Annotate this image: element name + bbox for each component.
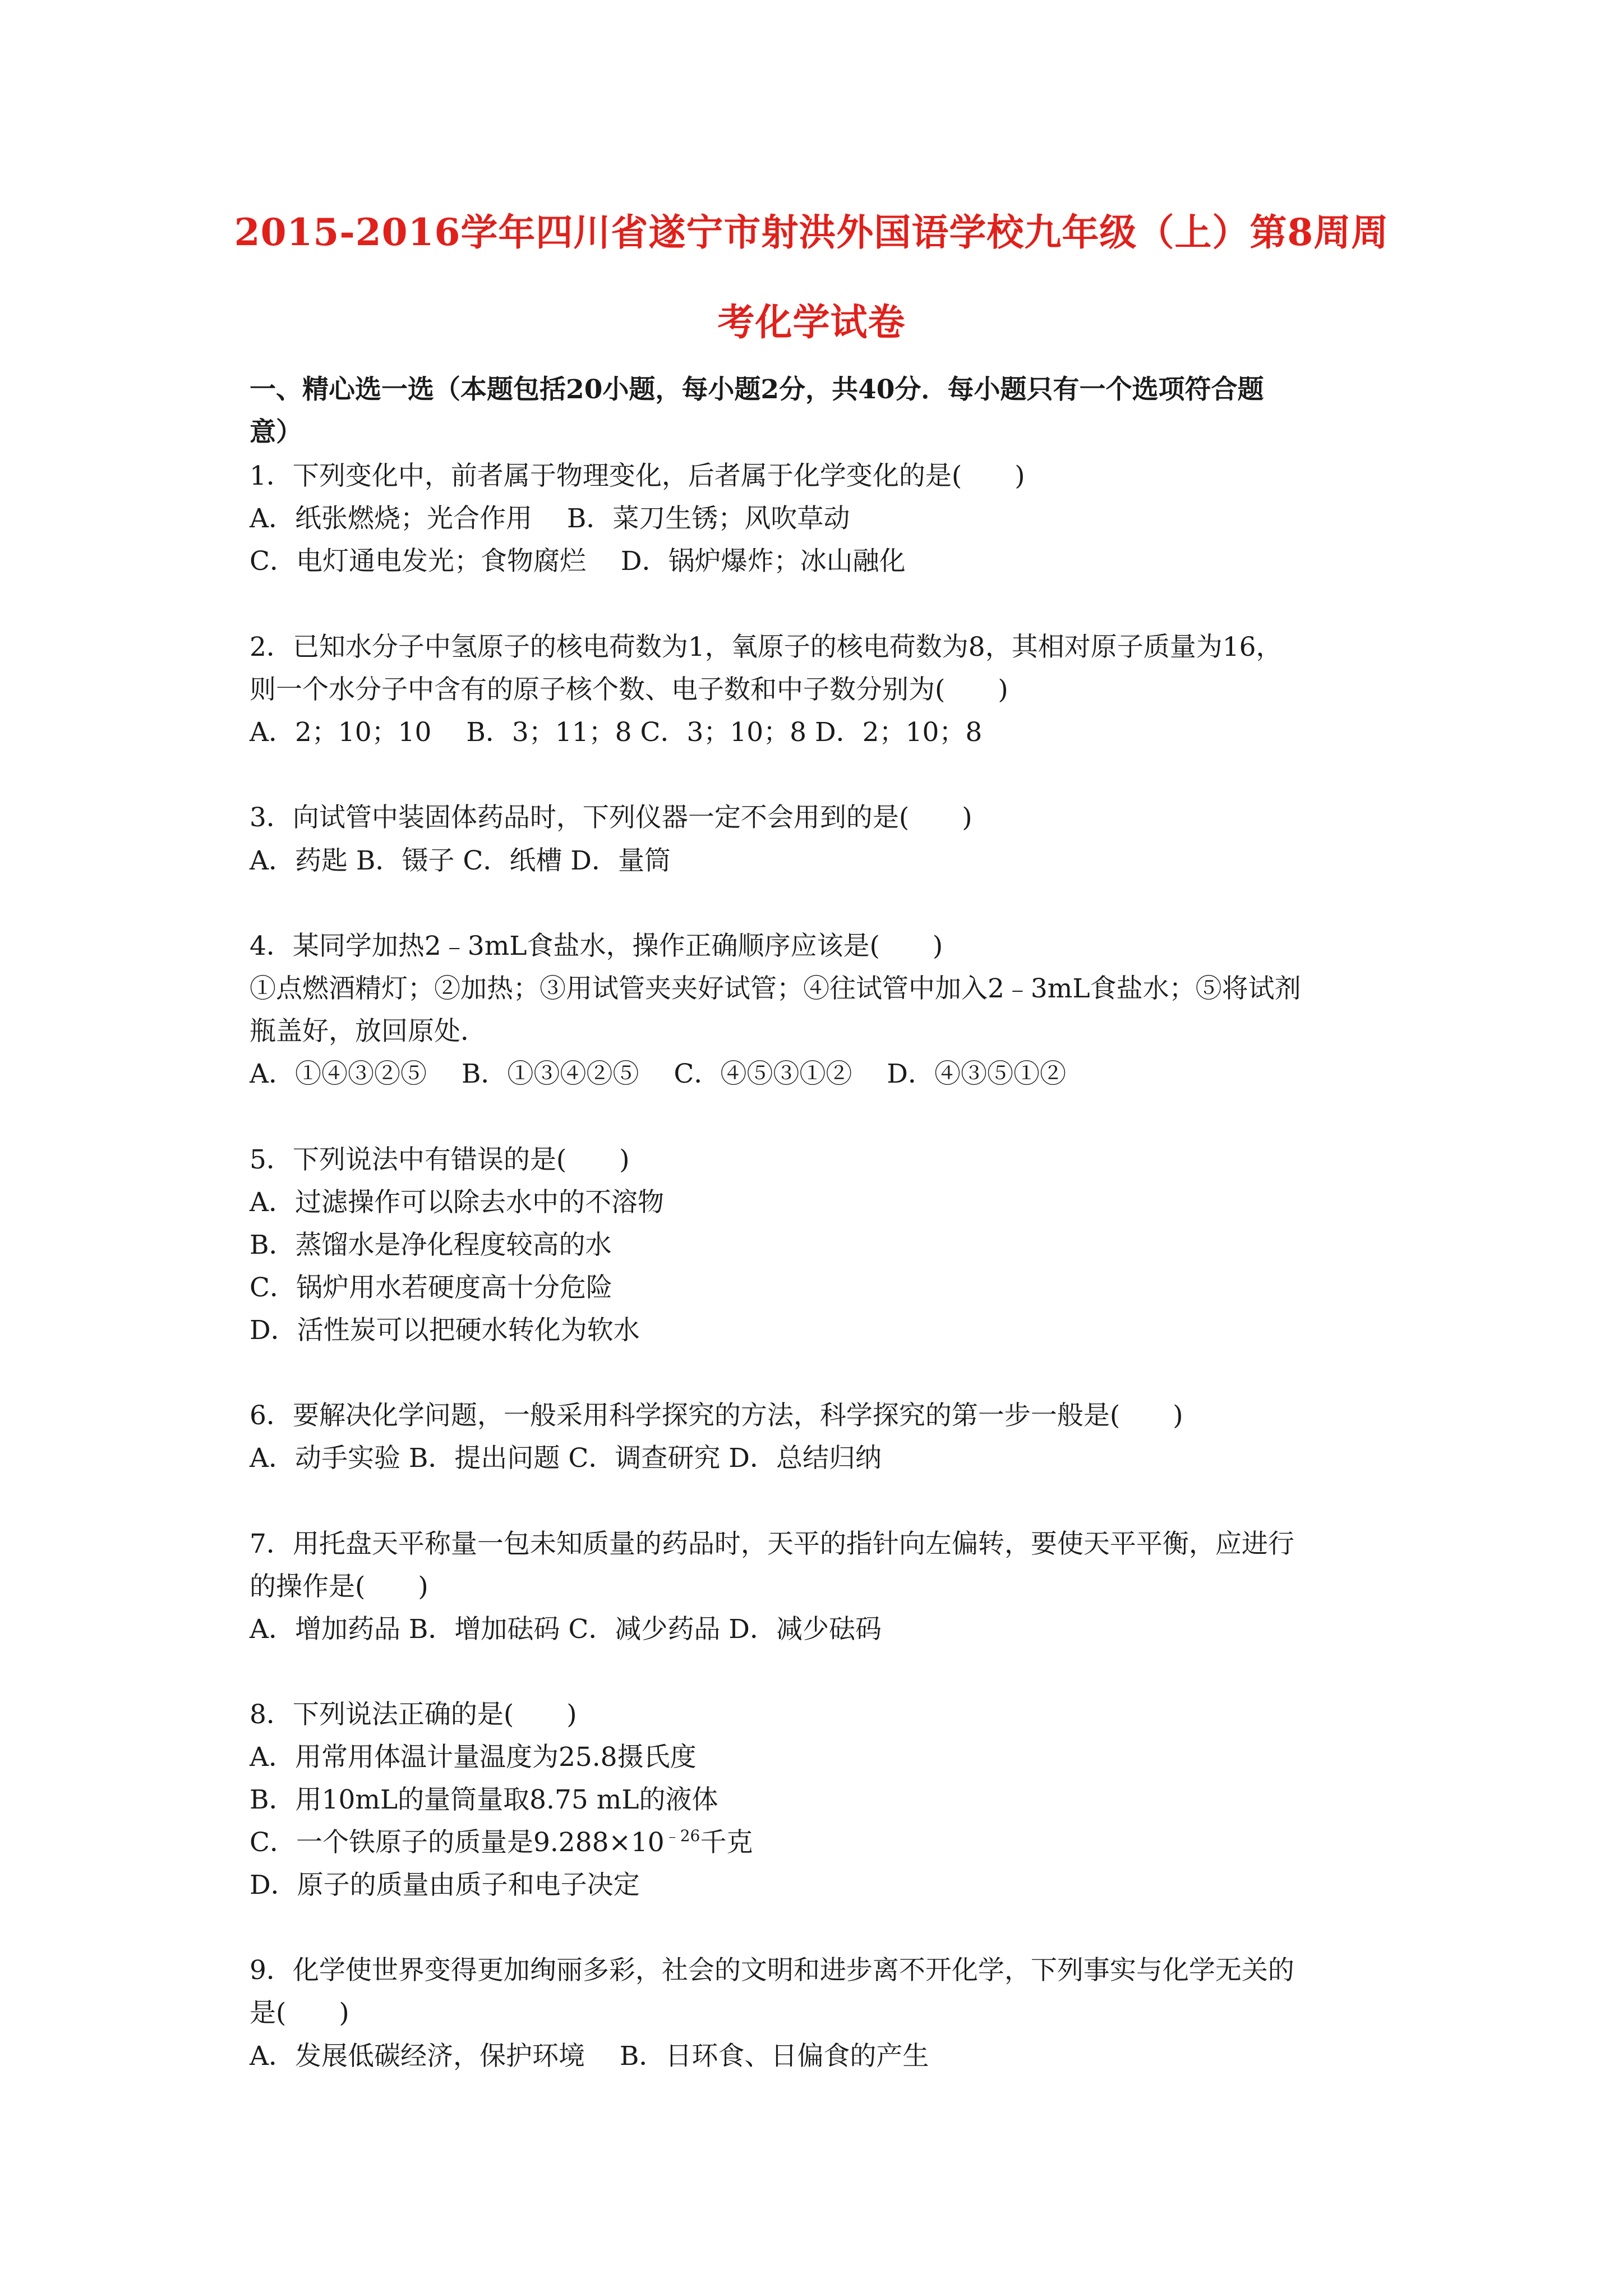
question-5-option-a: A．过滤操作可以除去水中的不溶物 <box>250 1187 664 1218</box>
question-9-stem: 9．化学使世界变得更加绚丽多彩，社会的文明和进步离不开化学，下列事实与化学无关的 <box>250 1955 1294 1986</box>
question-1-options-cd: C．电灯通电发光；食物腐烂 D．锅炉爆炸；冰山融化 <box>250 546 906 577</box>
question-2-options: A．2；10；10 B．3；11；8 C．3；10；8 D．2；10；8 <box>250 717 983 748</box>
question-4-options: A．①④③②⑤ B．①③④②⑤ C．④⑤③①② D．④③⑤①② <box>250 1059 1066 1089</box>
question-2-stem-cont: 则一个水分子中含有的原子核个数、电子数和中子数分别为( ) <box>250 674 1008 705</box>
question-8-option-c-text: C．一个铁原子的质量是9.288×10 <box>250 1827 665 1858</box>
section-heading-cont: 意） <box>250 417 302 448</box>
question-7-options: A．增加药品 B．增加砝码 C．减少药品 D．减少砝码 <box>250 1614 882 1645</box>
question-8-stem: 8．下列说法正确的是( ) <box>250 1699 577 1730</box>
question-1-stem: 1．下列变化中，前者属于物理变化，后者属于化学变化的是( ) <box>250 461 1025 491</box>
question-5-option-d: D．活性炭可以把硬水转化为软水 <box>250 1315 640 1346</box>
question-4-steps: ①点燃酒精灯；②加热；③用试管夹夹好试管；④往试管中加入2﹣3mL食盐水；⑤将试剂 <box>250 973 1301 1004</box>
question-5-option-c: C．锅炉用水若硬度高十分危险 <box>250 1272 612 1303</box>
question-1-options-ab: A．纸张燃烧；光合作用 B．菜刀生锈；风吹草动 <box>250 503 850 534</box>
question-8-option-b: B．用10mL的量筒量取8.75 mL的液体 <box>250 1784 718 1815</box>
exam-title-line2: 考化学试卷 <box>717 300 906 344</box>
question-8-option-c <box>250 1826 753 1860</box>
question-2-stem: 2．已知水分子中氢原子的核电荷数为1，氧原子的核电荷数为8，其相对原子质量为16， <box>250 632 1283 662</box>
question-8-option-c-exponent: ﹣26 <box>664 1826 700 1845</box>
question-4-stem: 4．某同学加热2﹣3mL食盐水，操作正确顺序应该是( ) <box>250 931 943 961</box>
section-heading: 一、精心选一选（本题包括20小题，每小题2分，共40分．每小题只有一个选项符合题 <box>250 374 1264 405</box>
question-5-option-b: B．蒸馏水是净化程度较高的水 <box>250 1230 612 1260</box>
question-3-stem: 3．向试管中装固体药品时，下列仪器一定不会用到的是( ) <box>250 802 972 833</box>
question-5-stem: 5．下列说法中有错误的是( ) <box>250 1144 630 1175</box>
question-8-option-a: A．用常用体温计量温度为25.8摄氏度 <box>250 1742 697 1773</box>
question-9-stem-cont: 是( ) <box>250 1998 349 2028</box>
question-4-steps-cont: 瓶盖好，放回原处． <box>250 1016 487 1047</box>
question-6-stem: 6．要解决化学问题，一般采用科学探究的方法，科学探究的第一步一般是( ) <box>250 1400 1183 1431</box>
question-7-stem: 7．用托盘天平称量一包未知质量的药品时，天平的指针向左偏转，要使天平平衡，应进行 <box>250 1529 1294 1559</box>
question-6-options: A．动手实验 B．提出问题 C．调查研究 D．总结归纳 <box>250 1443 882 1474</box>
question-9-options: A．发展低碳经济，保护环境 B．日环食、日偏食的产生 <box>250 2041 929 2072</box>
question-8-option-c-unit: 千克 <box>700 1827 753 1858</box>
question-7-stem-cont: 的操作是( ) <box>250 1571 428 1602</box>
question-3-options: A．药匙 B．镊子 C．纸槽 D．量筒 <box>250 845 671 876</box>
exam-title-line1: 2015-2016学年四川省遂宁市射洪外国语学校九年级（上）第8周周 <box>234 210 1389 254</box>
question-8-option-d: D．原子的质量由质子和电子决定 <box>250 1870 640 1901</box>
